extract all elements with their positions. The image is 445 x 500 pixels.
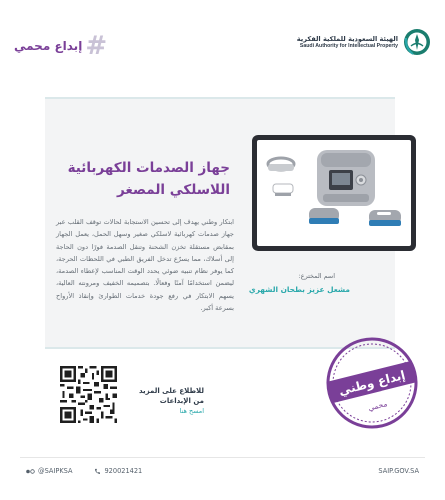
card-top-border xyxy=(45,97,395,99)
invention-title-line2: اللاسلكي المصغر xyxy=(116,182,230,198)
stamp-main-text: إبداع وطني xyxy=(337,368,407,398)
stamp-sub-text: محمي xyxy=(367,399,389,413)
saip-logo-text xyxy=(297,35,398,49)
more-info-line2: من الإبداعات xyxy=(159,397,204,405)
invention-title xyxy=(60,157,230,201)
phone-number-text: 920021421 xyxy=(104,467,143,475)
saip-emblem-icon xyxy=(403,28,431,56)
stamp-badge xyxy=(322,333,422,433)
website-link[interactable]: SAIP.GOV.SA xyxy=(378,467,419,475)
product-image xyxy=(257,140,411,246)
defibrillator-illustration xyxy=(257,140,411,246)
authority-name-en: Saudi Authority for Intellectual Property xyxy=(299,43,398,49)
more-info-line1: للاطلاع على المزيد xyxy=(139,387,204,395)
phone-icon xyxy=(94,468,101,475)
footer-divider xyxy=(20,457,425,458)
hashtag-symbol: # xyxy=(85,31,108,61)
social-icons xyxy=(26,468,35,475)
inventor-name: مشعل عزيز بطحان الشهري xyxy=(248,285,350,294)
inventor-label: اسم المخترع: xyxy=(298,272,335,280)
social-handle-text: @SAIPKSA xyxy=(38,467,73,475)
authority-name-ar: الهيئة السعودية للملكية الفكرية xyxy=(296,35,398,43)
footer-contacts xyxy=(26,467,142,475)
hashtag-text: إبداع محمي xyxy=(14,39,83,53)
hashtag-logo xyxy=(14,33,107,59)
phone-number[interactable] xyxy=(94,467,142,475)
more-info-text xyxy=(139,386,204,416)
invention-title-line1: جهاز الصدمات الكهربائية xyxy=(67,160,230,176)
invention-description: ابتكار وطني يهدف إلى تحسين الاستجابة لحالات توقف القلب عبر جهاز صدمات كهربائية لاسلكي صغير وسهل الحمل، يعمل الجهاز بمقابض مستقلة تخزن الشحنة وتنقل الصدمة فورًا دون الحاجة إلى أسلاك، مما يسرّع تدخل الفريق الطبي في اللحظات الحرجة، كما يوفر نظام تنبيه ضوئي يحدد الوقت المناسب لإعطاء الصدمة، ليضمن استخدامًا آمنًا وفعالًا. بتصميمه الخفيف ومرونته العالية، يسهم الابتكار في رفع جودة خدمات الطوارئ وإنقاذ الأرواح بسرعة أكبر. xyxy=(56,218,234,313)
saip-logo xyxy=(297,28,431,56)
qr-code[interactable] xyxy=(60,366,117,423)
social-handle[interactable] xyxy=(26,467,72,475)
scan-here-link[interactable]: امسح هنا xyxy=(179,407,204,415)
